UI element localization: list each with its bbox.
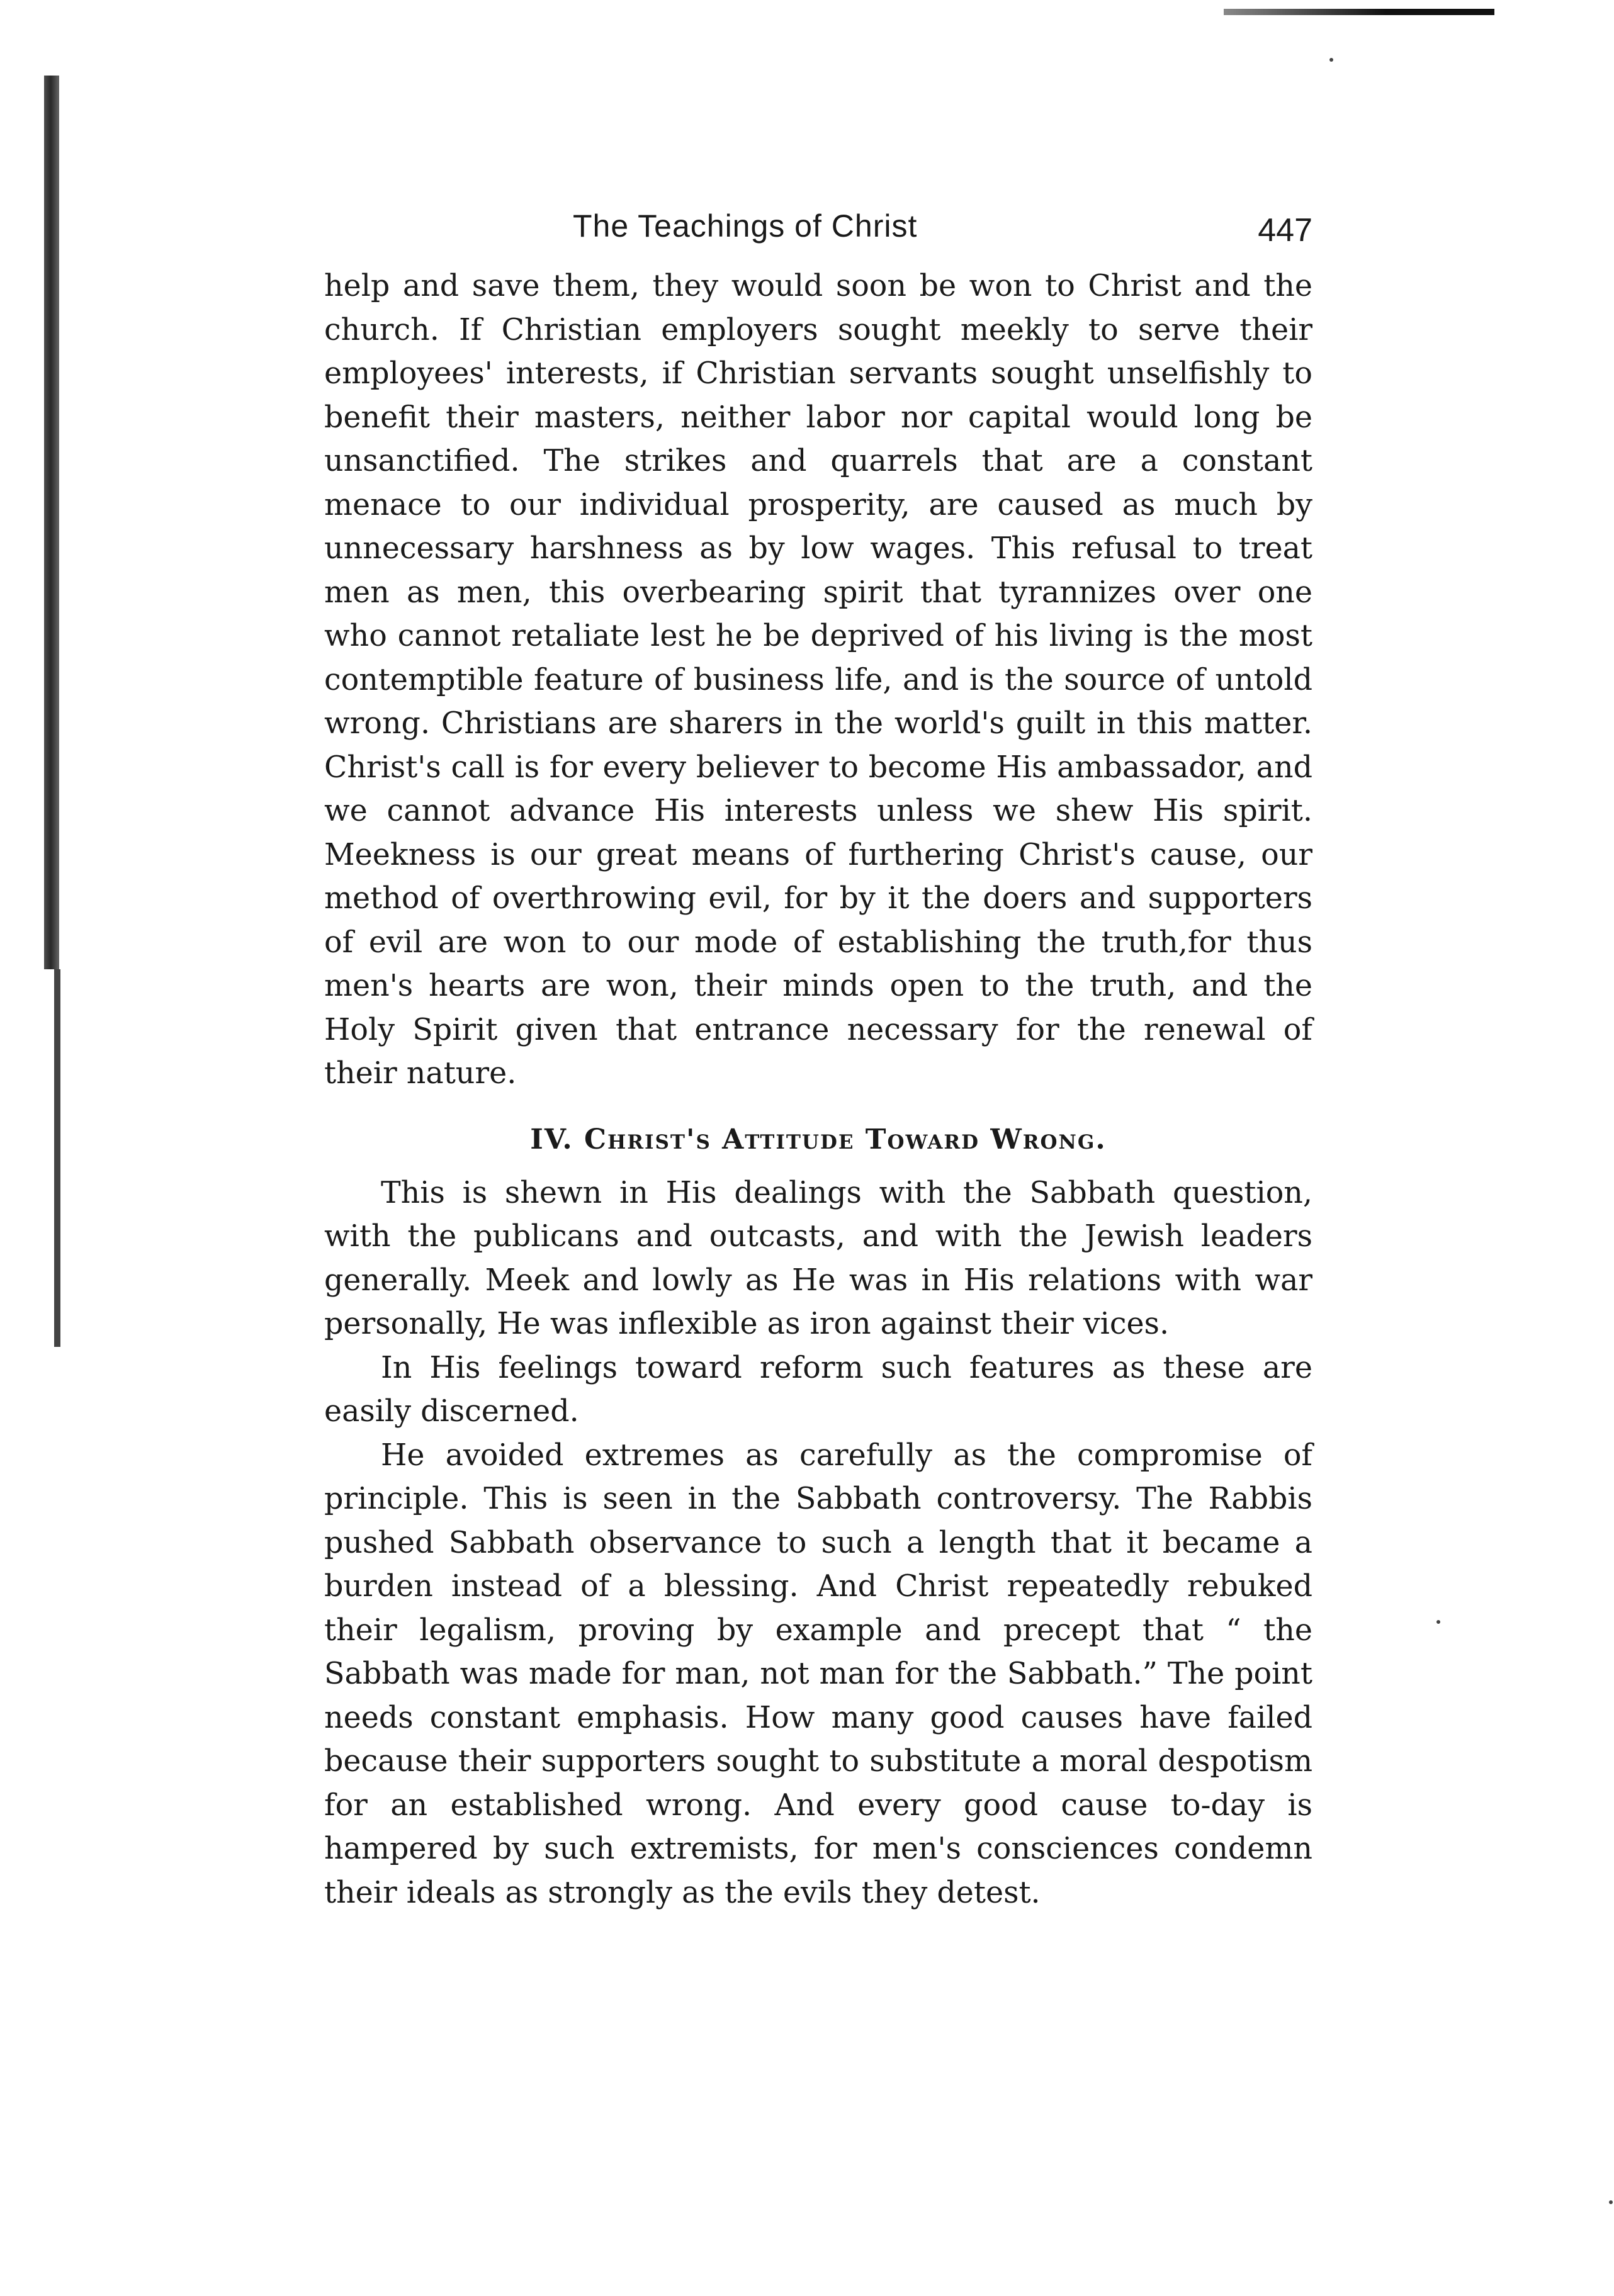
paragraph: He avoided extremes as carefully as the compromise of principle. This is seen in the Sabbath controversy. The Rabbis pushed Sabbath observance to such a length that it became a burden instead of a blessing. And Christ repeatedly rebuked their legalism, proving by example and precept that “ the Sabbath was made for man, not man for the Sabbath.” The point needs constant emphasis. How many good causes have failed because their supporters sought to substitute a moral despotism for an established wrong. And every good cause to-day is hampered by such extremists, for men's consciences condemn their ideals as strongly as the evils they detest. bbox=[324, 1438, 1312, 1910]
continuation-paragraph: help and save them, they would soon be won to Christ and the church. If Christian employers sought meekly to serve their employees' interests, if Christian servants sought unselfishly to benefit their masters, neither labor nor capital would long be unsanctified. The strikes and quarrels that are a constant menace to our individual prosperity, are caused as much by unnecessary harshness as by low wages. This refusal to treat men as men, this overbearing spirit that tyrannizes over one who cannot retaliate lest he be deprived of his living is the most contemptible feature of business life, and is the source of untold wrong. Christians are sharers in the world's guilt in this matter. Christ's call is for every believer to become His ambassador, and we cannot advance His interests unless we shew His spirit. Meekness is our great means of furthering Christ's cause, our method of overthrowing evil, for by it the doers and supporters of evil are won to our mode of establishing the truth,for thus men's hearts are won, their minds open to the truth, and the Holy Spirit given that entrance necessary for the renewal of their nature. bbox=[324, 269, 1312, 1091]
book-page bbox=[324, 208, 1312, 1915]
scan-binding-edge bbox=[44, 76, 59, 969]
page-number: 447 bbox=[1258, 212, 1312, 249]
scan-binding-edge-lower bbox=[54, 969, 60, 1347]
scan-speck bbox=[1436, 1620, 1440, 1624]
scan-speck bbox=[1609, 2200, 1613, 2204]
running-title: The Teachings of Christ bbox=[573, 208, 918, 244]
section-heading: IV. Christ's Attitude Toward Wrong. bbox=[530, 1123, 1107, 1156]
scan-top-rule bbox=[1224, 9, 1494, 15]
paragraph: In His feelings toward reform such features as these are easily discerned. bbox=[324, 1350, 1312, 1429]
scan-speck bbox=[1329, 58, 1333, 62]
running-head bbox=[324, 208, 1312, 264]
body-text bbox=[324, 264, 1312, 1915]
paragraph: This is shewn in His dealings with the Sabbath question, with the publicans and outcasts, and with the Jewish leaders generally. Meek and lowly as He was in His relations with war personally, He was inflexible as iron against their vices. bbox=[324, 1175, 1312, 1341]
